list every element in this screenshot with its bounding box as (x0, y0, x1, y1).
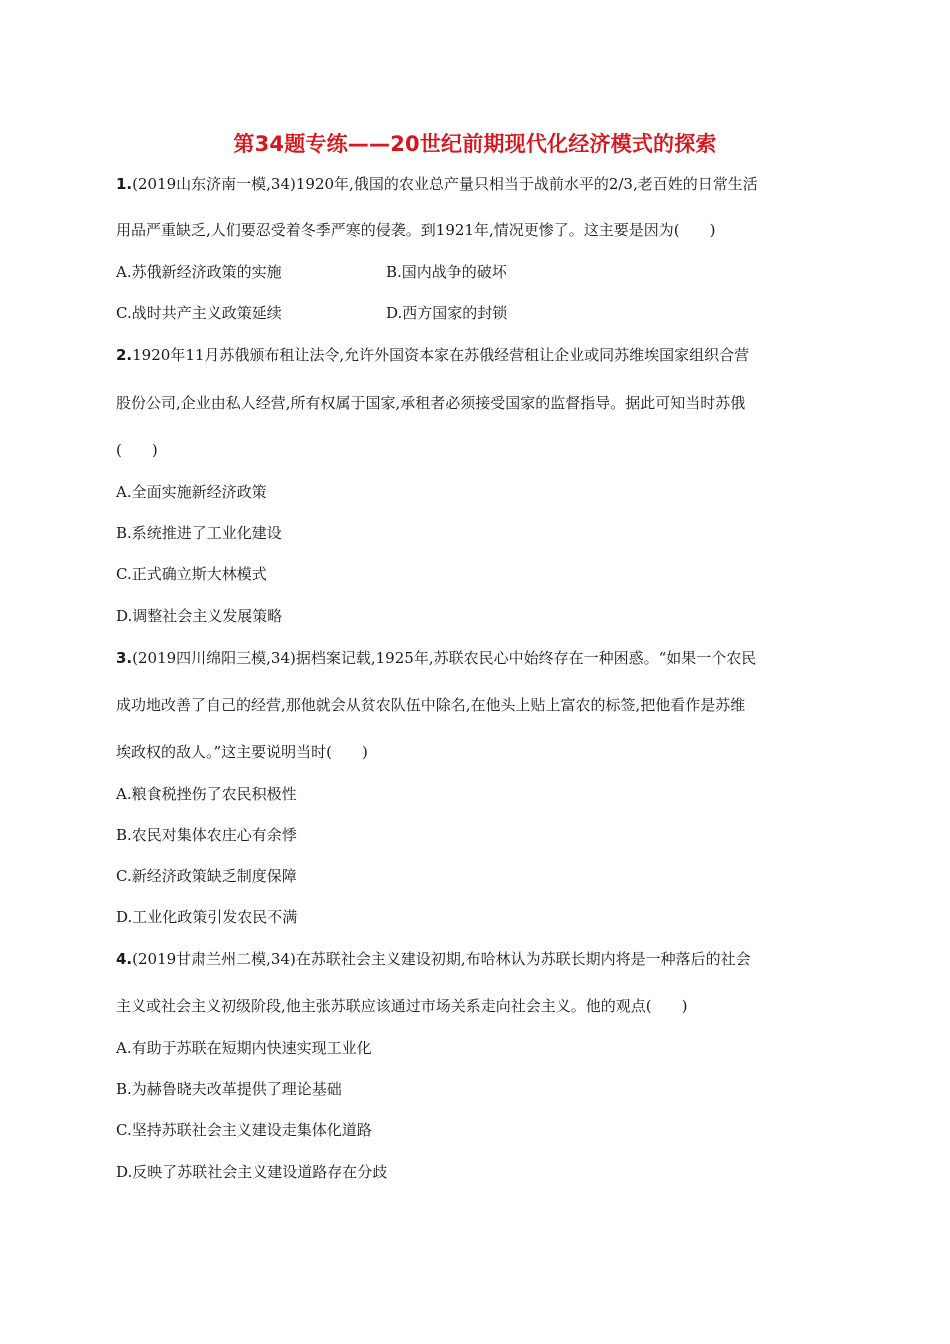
question-2-option-c: C.正式确立斯大林模式 (116, 565, 267, 583)
question-text: (2019山东济南一模,34)1920年,俄国的农业总产量只相当于战前水平的2/3,老百姓的日常生活 (132, 175, 758, 193)
question-number: 3. (116, 649, 133, 667)
question-4-option-a: A.有助于苏联在短期内快速实现工业化 (116, 1039, 372, 1057)
question-3-line-3: 埃政权的敌人。”这主要说明当时( ) (116, 743, 368, 761)
question-number: 4. (116, 950, 133, 968)
question-number: 2. (116, 346, 133, 364)
question-text: (2019甘肃兰州二模,34)在苏联社会主义建设初期,布哈林认为苏联长期内将是一种落后的社会 (132, 950, 751, 968)
question-2-line-1 (116, 345, 836, 365)
question-text: 1920年11月苏俄颁布租让法令,允许外国资本家在苏俄经营租让企业或同苏维埃国家组织合营 (132, 346, 750, 364)
question-4-option-b: B.为赫鲁晓夫改革提供了理论基础 (116, 1080, 342, 1098)
question-4-option-d: D.反映了苏联社会主义建设道路存在分歧 (116, 1163, 388, 1181)
question-1-option-a: A.苏俄新经济政策的实施 (116, 263, 282, 281)
question-1-line-2: 用品严重缺乏,人们要忍受着冬季严寒的侵袭。到1921年,情况更惨了。这主要是因为( ) (116, 221, 716, 239)
page-title: 第34题专练——20世纪前期现代化经济模式的探索 (233, 132, 717, 156)
question-1-option-d: D.西方国家的封锁 (386, 304, 508, 322)
question-2-line-2: 股份公司,企业由私人经营,所有权属于国家,承租者必须接受国家的监督指导。据此可知当时苏俄 (116, 394, 746, 412)
question-3-line-2: 成功地改善了自己的经营,那他就会从贫农队伍中除名,在他头上贴上富农的标签,把他看作是苏维 (116, 696, 746, 714)
question-1-option-b: B.国内战争的破坏 (386, 263, 507, 281)
question-number: 1. (116, 175, 133, 193)
question-4-option-c: C.坚持苏联社会主义建设走集体化道路 (116, 1121, 372, 1139)
question-text: (2019四川绵阳三模,34)据档案记载,1925年,苏联农民心中始终存在一种困惑。“如果一个农民 (132, 649, 757, 667)
question-2-option-a: A.全面实施新经济政策 (116, 483, 267, 501)
question-2-line-3: ( ) (116, 441, 158, 459)
question-1-option-c: C.战时共产主义政策延续 (116, 304, 282, 322)
question-3-option-c: C.新经济政策缺乏制度保障 (116, 867, 297, 885)
question-4-line-1 (116, 949, 836, 969)
question-3-option-a: A.粮食税挫伤了农民积极性 (116, 785, 297, 803)
question-3-option-b: B.农民对集体农庄心有余悸 (116, 826, 297, 844)
question-3-line-1 (116, 648, 836, 668)
question-3-option-d: D.工业化政策引发农民不满 (116, 908, 298, 926)
question-2-option-d: D.调整社会主义发展策略 (116, 607, 283, 625)
question-4-line-2: 主义或社会主义初级阶段,他主张苏联应该通过市场关系走向社会主义。他的观点( ) (116, 997, 688, 1015)
question-1-line-1 (116, 174, 836, 194)
question-2-option-b: B.系统推进了工业化建设 (116, 524, 282, 542)
